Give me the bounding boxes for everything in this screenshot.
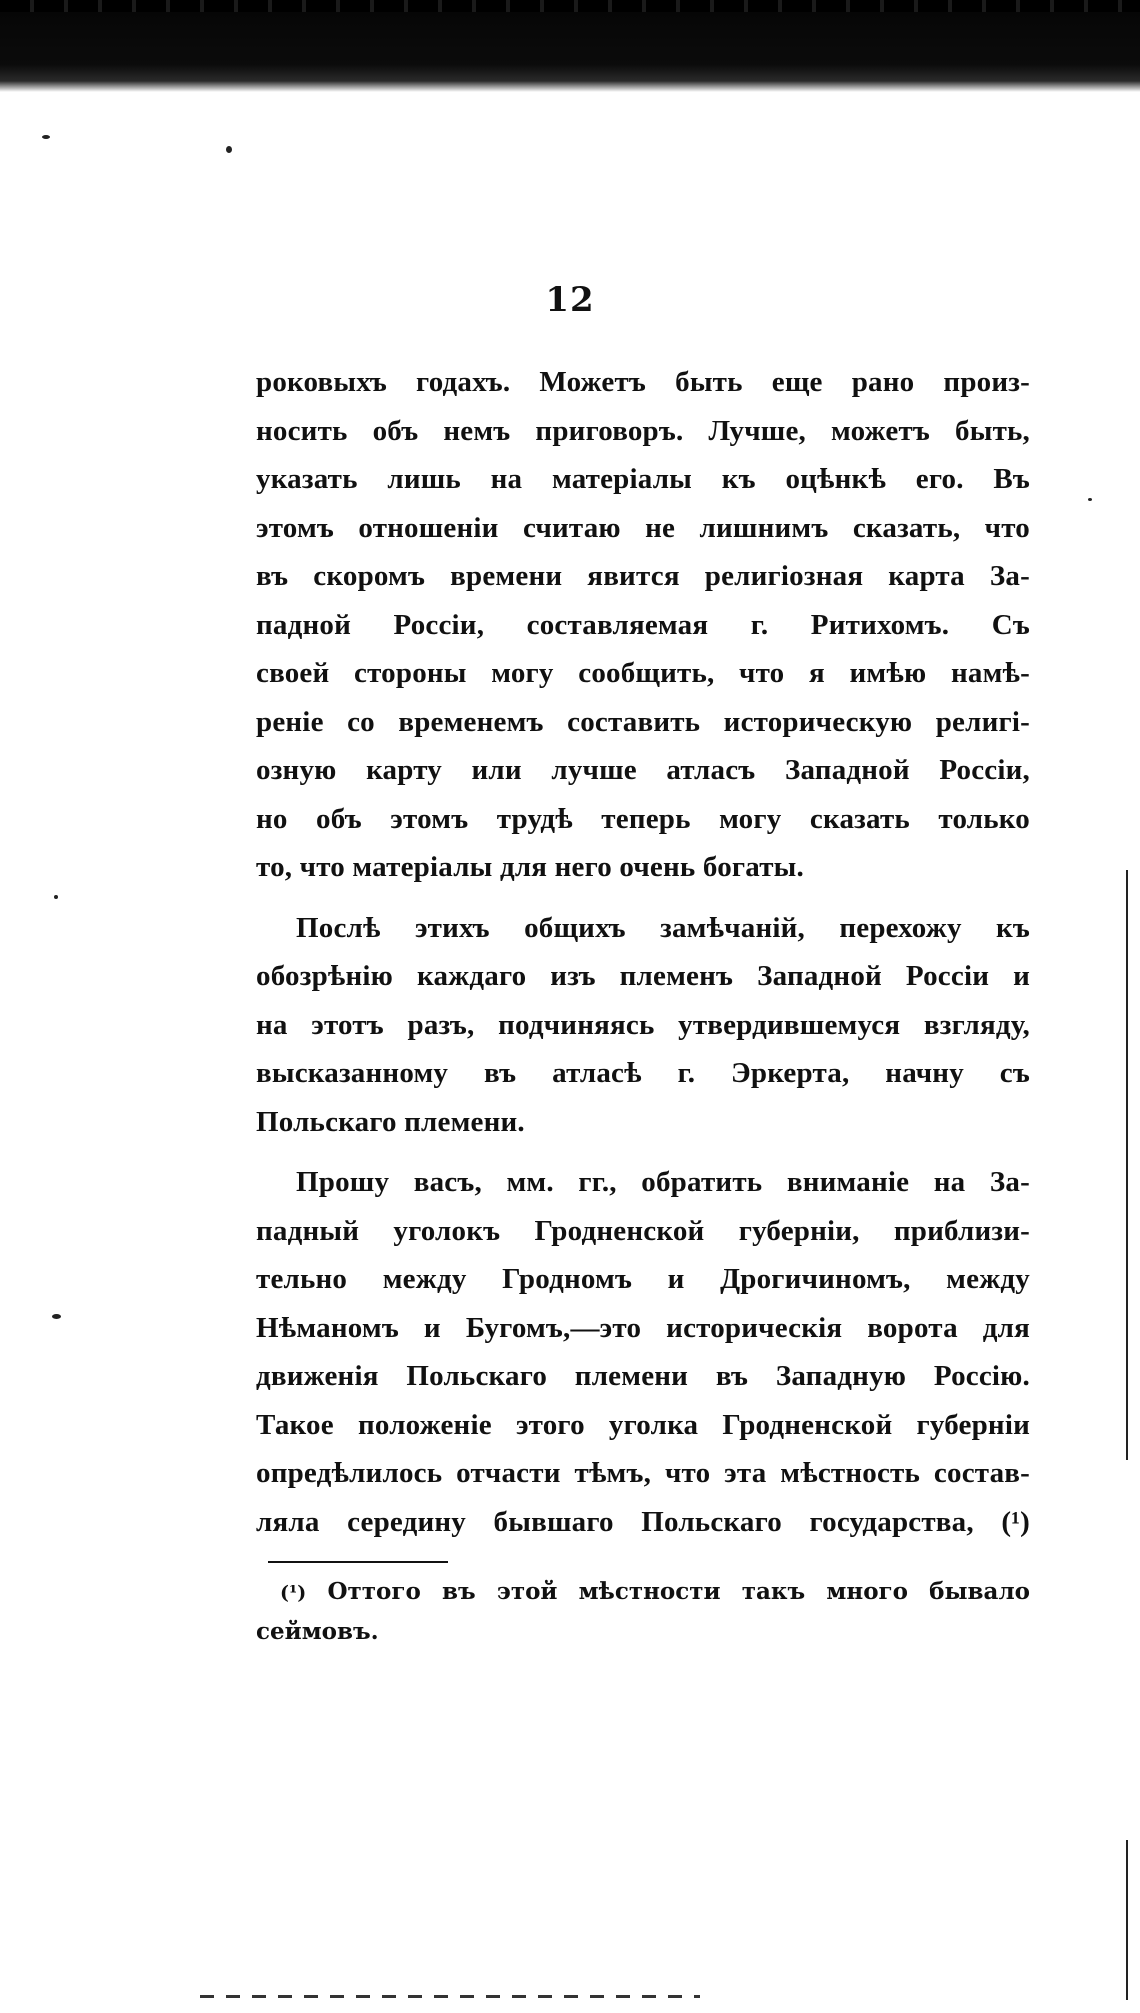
body-line: этомъ отношеніи считаю не лишнимъ сказать, что [256,511,1030,544]
body-line: падный уголокъ Гродненской губерніи, приблизи- [256,1214,1030,1247]
footnote-text-1: Оттого въ этой мѣстности такъ много бывало [327,1578,1030,1605]
body-line: высказанному въ атласѣ г. Эркерта, начну съ [256,1057,1030,1089]
scan-speck [42,135,50,139]
body-line: Такое положеніе этого уголка Гродненской губерніи [256,1408,1030,1441]
scan-right-edge-line [1126,870,1128,1460]
body-line: въ скоромъ времени явится религіозная карта За- [256,560,1030,592]
scan-right-edge-line-lower [1126,1840,1128,2000]
body-line: своей стороны могу сообщить, что я имѣю намѣ- [256,657,1030,689]
footnote-marker: (¹) [280,1582,307,1604]
footnote-rule [268,1561,448,1563]
scan-speck [1088,498,1092,501]
body-line: роковыхъ годахъ. Можетъ быть еще рано произ- [256,366,1030,398]
footnote-line-1 [256,1572,1030,1612]
body-line: ляла середину бывшаго Польскаго государства, (¹) [256,1505,1030,1538]
body-line: Нѣманомъ и Бугомъ,—это историческія ворота для [256,1311,1030,1344]
footnote-line-2: сеймовъ. [256,1618,379,1645]
body-line: озную карту или лучше атласъ Западной Россіи, [256,754,1030,786]
body-line: тельно между Гродномъ и Дрогичиномъ, между [256,1263,1030,1295]
body-line: Прошу васъ, мм. гг., обратить вниманіе на За- [296,1166,1030,1198]
scan-edge-noise [0,0,1140,12]
scan-bottom-marks [200,1995,700,1998]
body-line: падной Россіи, составляемая г. Ритихомъ. Съ [256,608,1030,641]
scan-speck [54,895,58,899]
body-line: то, что матеріалы для него очень богаты. [256,851,804,883]
body-line: указать лишь на матеріалы къ оцѣнкѣ его. Въ [256,463,1030,495]
scan-speck [52,1314,61,1319]
scan-speck [226,146,232,153]
body-line: Польскаго племени. [256,1105,525,1138]
body-line: Послѣ этихъ общихъ замѣчаній, перехожу къ [296,911,1030,944]
body-text [256,358,1030,1546]
body-line: опредѣлилось отчасти тѣмъ, что эта мѣстность состав- [256,1457,1030,1489]
body-line: реніе со временемъ составить историческую религі- [256,705,1030,738]
page-number: 12 [545,280,595,320]
body-line: на этотъ разъ, подчиняясь утвердившемуся взгляду, [256,1008,1030,1041]
paragraph-gap [256,1146,1030,1158]
scan-dark-top-edge [0,0,1140,92]
paragraph-gap [256,892,1030,904]
body-line: носить объ немъ приговоръ. Лучше, можетъ быть, [256,414,1030,447]
footnote [256,1572,1030,1652]
body-line: обозрѣнію каждаго изъ племенъ Западной Россіи и [256,960,1030,992]
body-line: но объ этомъ трудѣ теперь могу сказать только [256,802,1030,835]
body-line: движенія Польскаго племени въ Западную Россію. [256,1360,1030,1392]
